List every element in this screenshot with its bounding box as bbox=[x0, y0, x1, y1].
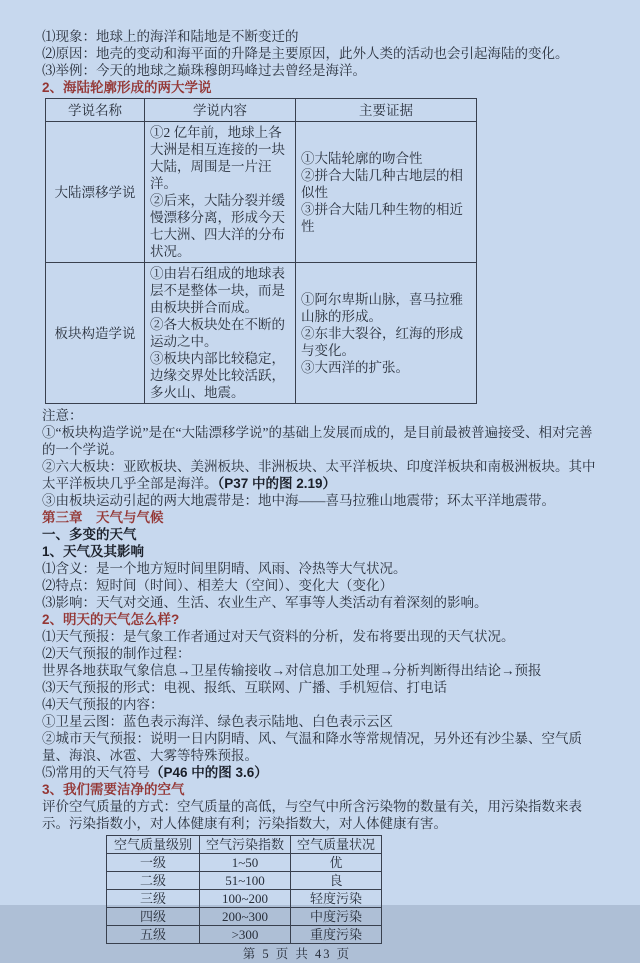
sea-land-reason: ⑵原因：地壳的变动和海平面的升降是主要原因，此外人类的活动也会引起海陆的变化。 bbox=[42, 46, 569, 61]
pollution-index-cell: 51~100 bbox=[200, 872, 291, 890]
content-item: ③板块内部比较稳定，边缘交界处比较活跃，多火山、地震。 bbox=[150, 351, 285, 400]
content-item: ②后来，大陆分裂并缓慢漂移分离，形成今天七大洲、四大洋的分布状况。 bbox=[150, 193, 285, 259]
pollution-index-cell: 100~200 bbox=[200, 890, 291, 908]
note-item-3: ③由板块运动引起的两大地震带是：地中海——喜马拉雅山地震带；环太平洋地震带。 bbox=[42, 493, 555, 508]
sea-land-example: ⑶举例：今天的地球之巅珠穆朗玛峰过去曾经是海洋。 bbox=[42, 63, 366, 78]
air-quality-description: 评价空气质量的方式：空气质量的高低，与空气中所含污染物的数量有关，用污染指数来表示。污染指数小，对人体健康有利；污染指数大，对人体健康有害。 bbox=[42, 799, 582, 831]
evidence-item: ③拼合大陆几种生物的相近性 bbox=[301, 201, 463, 234]
air-status-cell: 良 bbox=[291, 872, 382, 890]
evidence-item: ②拼合大陆几种古地层的相似性 bbox=[301, 167, 463, 200]
pollution-index-cell: 200~300 bbox=[200, 908, 291, 926]
note-item-1: ①“板块构造学说”是在“大陆漂移学说”的基础上发展而成的，是目前最被普遍接受、相对完善的一个学说。 bbox=[42, 425, 593, 457]
weather-symbols-figure-ref: （P46 中的图 3.6） bbox=[150, 765, 268, 780]
content-item: ①由岩石组成的地球表层不是整体一块，而是由板块拼合而成。 bbox=[150, 266, 285, 315]
evidence-item: ①阿尔卑斯山脉，喜马拉雅山脉的形成。 bbox=[301, 291, 463, 324]
table-row bbox=[107, 890, 382, 908]
subsection-tomorrow-weather: 2、明天的天气怎么样? bbox=[42, 612, 180, 627]
forecast-process-label: ⑵天气预报的制作过程： bbox=[42, 646, 191, 661]
weather-symbols-text: ⑸常用的天气符号 bbox=[42, 765, 150, 780]
section-heading-changeable-weather: 一、多变的天气 bbox=[42, 527, 137, 542]
table-row bbox=[107, 854, 382, 872]
pollution-index-cell: >300 bbox=[200, 926, 291, 944]
forecast-satellite-image: ①卫星云图：蓝色表示海洋、绿色表示陆地、白色表示云区 bbox=[42, 714, 393, 729]
table-row bbox=[107, 908, 382, 926]
evidence-item: ②东非大裂谷，红海的形成与变化。 bbox=[301, 325, 463, 358]
air-status-cell: 轻度污染 bbox=[291, 890, 382, 908]
forecast-city-weather: ②城市天气预报：说明一日内阴晴、风、气温和降水等常规情况，另外还有沙尘暴、空气质量、海浪、冰雹、大雾等特殊预报。 bbox=[42, 731, 582, 763]
theory-name-cell: 板块构造学说 bbox=[46, 263, 145, 404]
forecast-content-label: ⑷天气预报的内容： bbox=[42, 697, 164, 712]
air-level-cell: 四级 bbox=[107, 908, 200, 926]
evidence-item: ③大西洋的扩张。 bbox=[301, 359, 409, 375]
theory-content-cell bbox=[145, 263, 296, 404]
table-row bbox=[107, 872, 382, 890]
air-level-cell: 一级 bbox=[107, 854, 200, 872]
header-theory-evidence: 主要证据 bbox=[296, 99, 477, 122]
air-status-cell: 重度污染 bbox=[291, 926, 382, 944]
weather-symbols bbox=[42, 764, 602, 781]
header-air-level: 空气质量级别 bbox=[107, 836, 200, 854]
header-theory-name: 学说名称 bbox=[46, 99, 145, 122]
air-quality-table bbox=[106, 835, 382, 944]
page-number-footer: 第 5 页 共 43 页 bbox=[242, 947, 352, 961]
theories-table bbox=[45, 98, 477, 404]
notes-title: 注意： bbox=[42, 408, 83, 423]
theory-evidence-cell bbox=[296, 263, 477, 404]
air-status-cell: 中度污染 bbox=[291, 908, 382, 926]
note-item-2 bbox=[42, 458, 602, 492]
table-row-continental-drift bbox=[46, 122, 477, 263]
theory-name-cell: 大陆漂移学说 bbox=[46, 122, 145, 263]
theory-evidence-cell bbox=[296, 122, 477, 263]
evidence-item: ①大陆轮廓的吻合性 bbox=[301, 150, 423, 166]
weather-meaning: ⑴含义：是一个地方短时间里阴晴、风雨、冷热等大气状况。 bbox=[42, 561, 407, 576]
header-air-status: 空气质量状况 bbox=[291, 836, 382, 854]
air-status-cell: 优 bbox=[291, 854, 382, 872]
theory-content-cell bbox=[145, 122, 296, 263]
chapter-heading: 第三章 天气与气候 bbox=[42, 510, 164, 525]
forecast-process-chain: 世界各地获取气象信息→卫星传输接收→对信息加工处理→分析判断得出结论→预报 bbox=[42, 663, 542, 678]
air-level-cell: 五级 bbox=[107, 926, 200, 944]
theories-table-header-row bbox=[46, 99, 477, 122]
pollution-index-cell: 1~50 bbox=[200, 854, 291, 872]
weather-influence: ⑶影响：天气对交通、生活、农业生产、军事等人类活动有着深刻的影响。 bbox=[42, 595, 488, 610]
content-item: ②各大板块处在不断的运动之中。 bbox=[150, 317, 285, 349]
section-heading-two-theories: 2、海陆轮廓形成的两大学说 bbox=[42, 80, 212, 95]
table-row bbox=[107, 926, 382, 944]
note-item-2-figure-ref: （P37 中的图 2.19） bbox=[217, 476, 337, 491]
header-theory-content: 学说内容 bbox=[145, 99, 296, 122]
table-row-plate-tectonics bbox=[46, 263, 477, 404]
subsection-clean-air: 3、我们需要洁净的空气 bbox=[42, 782, 185, 797]
weather-features: ⑵特点：短时间（时间）、相差大（空间）、变化大（变化） bbox=[42, 578, 393, 593]
air-table-header-row bbox=[107, 836, 382, 854]
forecast-forms: ⑶天气预报的形式：电视、报纸、互联网、广播、手机短信、打电话 bbox=[42, 680, 447, 695]
note-item-2-text: ②六大板块：亚欧板块、美洲板块、非洲板块、太平洋板块、印度洋板块和南极洲板块。其中太平洋板块几乎全部是海洋。 bbox=[42, 459, 596, 491]
subsection-weather-influence: 1、天气及其影响 bbox=[42, 544, 145, 559]
air-level-cell: 二级 bbox=[107, 872, 200, 890]
air-level-cell: 三级 bbox=[107, 890, 200, 908]
content-item: ①2 亿年前，地球上各大洲是相互连接的一块大陆，周围是一片汪洋。 bbox=[150, 125, 285, 191]
sea-land-phenomenon: ⑴现象：地球上的海洋和陆地是不断变迁的 bbox=[42, 29, 299, 44]
forecast-definition: ⑴天气预报：是气象工作者通过对天气资料的分析，发布将要出现的天气状况。 bbox=[42, 629, 515, 644]
header-pollution-index: 空气污染指数 bbox=[200, 836, 291, 854]
